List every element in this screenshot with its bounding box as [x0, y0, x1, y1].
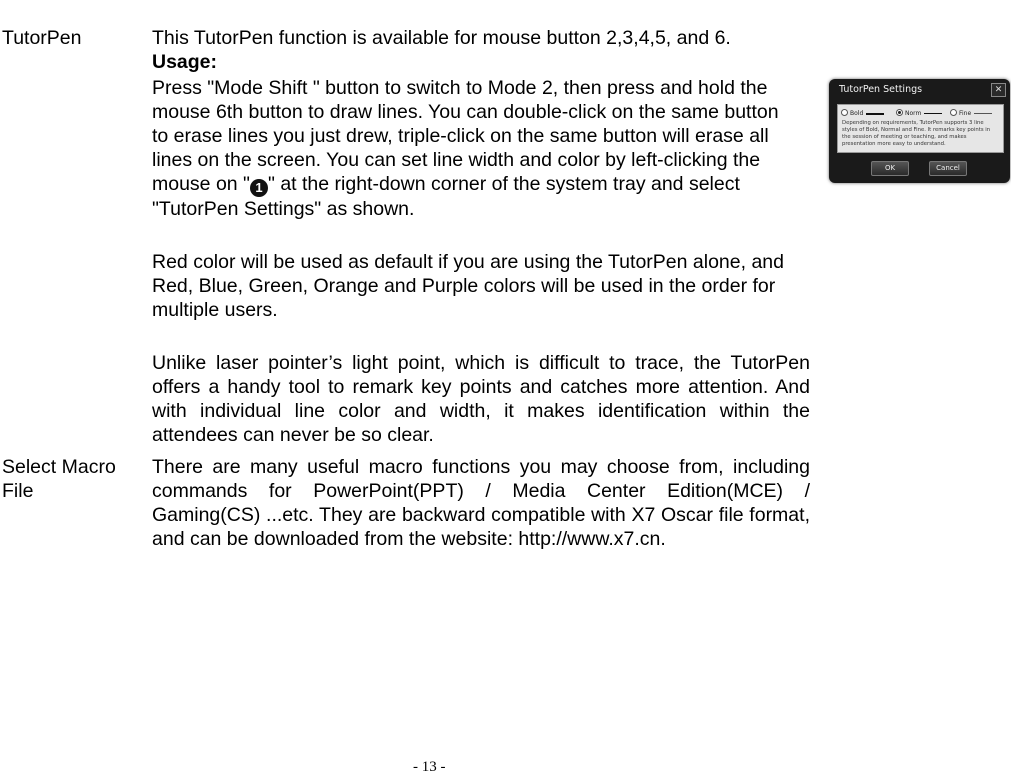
usage-paragraph — [152, 76, 792, 221]
option-norm[interactable] — [896, 109, 942, 117]
option-bold-label: Bold — [850, 110, 864, 117]
option-fine-label: Fine — [959, 110, 972, 117]
dialog-panel — [837, 104, 1004, 153]
usage-heading: Usage: — [152, 51, 218, 73]
usage-text-before: Press "Mode Shift " button to switch to Mode 2, then press and hold the mouse 6th button to draw lines. You can double-click on the same button to erase lines you just drew, triple-click on the same button will erase all lines on the screen. You can set line width and color by left-clicking the mouse on " — [152, 77, 779, 195]
cancel-button[interactable]: Cancel — [929, 161, 967, 176]
radio-norm[interactable] — [896, 109, 903, 116]
norm-line-sample — [924, 113, 942, 115]
macro-paragraph: There are many useful macro functions you may choose from, including commands for PowerPoint(PPT) / Media Center Edition(MCE) / Gaming(CS) ...etc. They are backward compatible with X7 Oscar file format, and can be downloaded from the website: http://www.x7.cn. — [152, 456, 810, 550]
ok-button[interactable]: OK — [871, 161, 909, 176]
term-select-macro-file: Select Macro File — [2, 456, 116, 502]
usage-text-after: " at the right-down corner of the system tray and select "TutorPen Settings" as shown. — [152, 173, 740, 220]
page-number: - 13 - — [413, 759, 446, 775]
radio-bold[interactable] — [841, 109, 848, 116]
option-fine[interactable] — [950, 109, 992, 117]
tutorpen-intro: This TutorPen function is available for mouse button 2,3,4,5, and 6. — [152, 27, 731, 49]
term-tutorpen: TutorPen — [2, 27, 82, 49]
close-icon[interactable]: ✕ — [991, 83, 1006, 97]
dialog-description: Depending on requirements, TutorPen supports 3 line styles of Bold, Normal and Fine. It remarks key points in the session of meeting or teaching, and makes presentation more easy to understand. — [842, 120, 991, 147]
colors-paragraph: Red color will be used as default if you are using the TutorPen alone, and Red, Blue, Green, Orange and Purple colors will be used in the order for multiple users. — [152, 251, 784, 321]
option-bold[interactable] — [841, 109, 884, 117]
bold-line-sample — [866, 113, 884, 115]
dialog-title: TutorPen Settings — [839, 84, 923, 95]
tray-icon: 1 — [250, 179, 268, 197]
tutorpen-settings-dialog — [829, 79, 1010, 183]
option-norm-label: Norm — [905, 110, 922, 117]
unlike-paragraph: Unlike laser pointer’s light point, which is difficult to trace, the TutorPen offers a handy tool to remark key points and catches more attention. And with individual line color and width, it makes identification within the attendees can never be so clear. — [152, 352, 810, 446]
fine-line-sample — [974, 113, 992, 114]
radio-fine[interactable] — [950, 109, 957, 116]
